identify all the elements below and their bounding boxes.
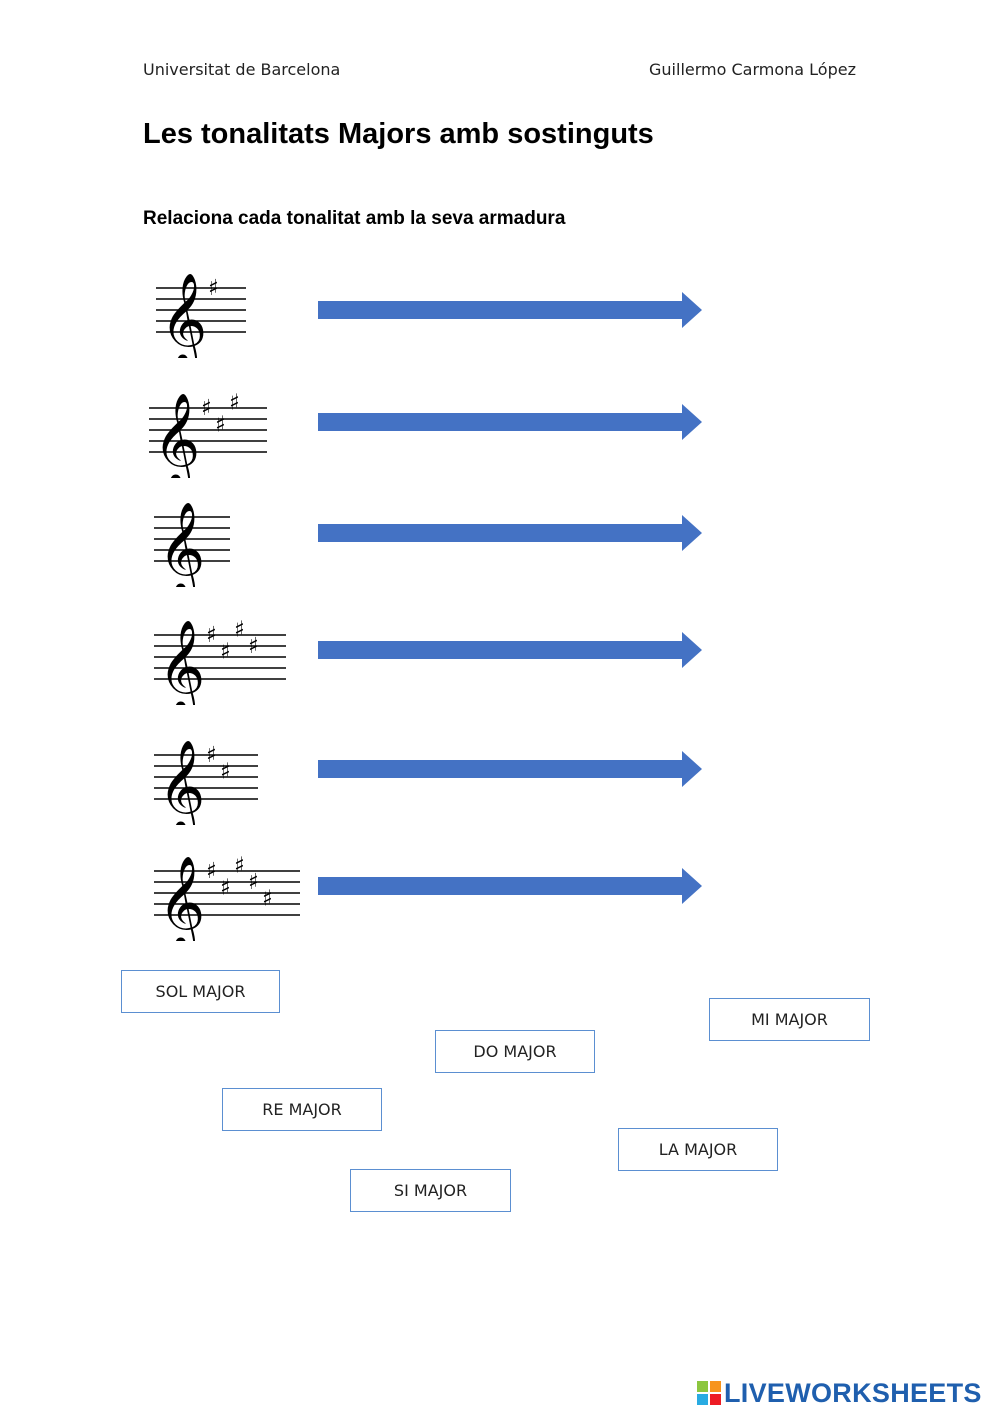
staff-key-signature-1	[152, 258, 302, 363]
treble-clef-icon: 𝄞	[158, 855, 206, 941]
header-author: Guillermo Carmona López	[649, 60, 856, 79]
answer-re-major[interactable]: RE MAJOR	[222, 1088, 382, 1131]
arrow-4	[318, 632, 702, 668]
instruction-text: Relaciona cada tonalitat amb la seva armadura	[143, 208, 566, 229]
logo-text: LIVEWORKSHEETS	[724, 1377, 982, 1408]
sharp-icon: ♯	[220, 875, 231, 901]
answer-do-major[interactable]: DO MAJOR	[435, 1030, 595, 1073]
treble-clef-icon: 𝄞	[160, 272, 208, 358]
liveworksheets-logo-icon	[697, 1381, 721, 1405]
answer-la-major[interactable]: LA MAJOR	[618, 1128, 778, 1171]
sharp-icon: ♯	[248, 634, 259, 659]
staff-key-signature-5	[150, 725, 300, 830]
arrow-5	[318, 751, 702, 787]
sharp-icon: ♯	[229, 390, 240, 416]
arrow-1	[318, 292, 702, 328]
arrow-2	[318, 404, 702, 440]
sharp-icon: ♯	[262, 886, 273, 912]
answer-sol-major[interactable]: SOL MAJOR	[121, 970, 280, 1013]
sharp-icon: ♯	[208, 276, 219, 301]
page-title: Les tonalitats Majors amb sostinguts	[143, 118, 654, 150]
arrow-3	[318, 515, 702, 551]
treble-clef-icon: 𝄞	[158, 619, 206, 705]
arrow-6	[318, 868, 702, 904]
sharp-icon: ♯	[201, 396, 212, 421]
sharp-icon: ♯	[215, 412, 226, 438]
sharp-icon: ♯	[220, 759, 231, 785]
sharp-icon: ♯	[220, 639, 231, 665]
treble-clef-icon: 𝄞	[158, 501, 206, 587]
staff-key-signature-2	[145, 378, 295, 483]
staff-key-signature-4	[150, 605, 300, 710]
answer-si-major[interactable]: SI MAJOR	[350, 1169, 511, 1212]
sharp-icon: ♯	[206, 743, 217, 768]
header-institution: Universitat de Barcelona	[143, 60, 341, 79]
staff-key-signature-6	[150, 841, 300, 946]
staff-key-signature-3	[150, 487, 300, 592]
sharp-icon: ♯	[234, 617, 245, 643]
sharp-icon: ♯	[206, 623, 217, 648]
sharp-icon: ♯	[206, 859, 217, 884]
liveworksheets-logo	[697, 1378, 982, 1408]
sharp-icon: ♯	[234, 853, 245, 879]
treble-clef-icon: 𝄞	[158, 739, 206, 825]
sharp-icon: ♯	[248, 870, 259, 895]
treble-clef-icon: 𝄞	[153, 392, 201, 478]
answer-mi-major[interactable]: MI MAJOR	[709, 998, 870, 1041]
